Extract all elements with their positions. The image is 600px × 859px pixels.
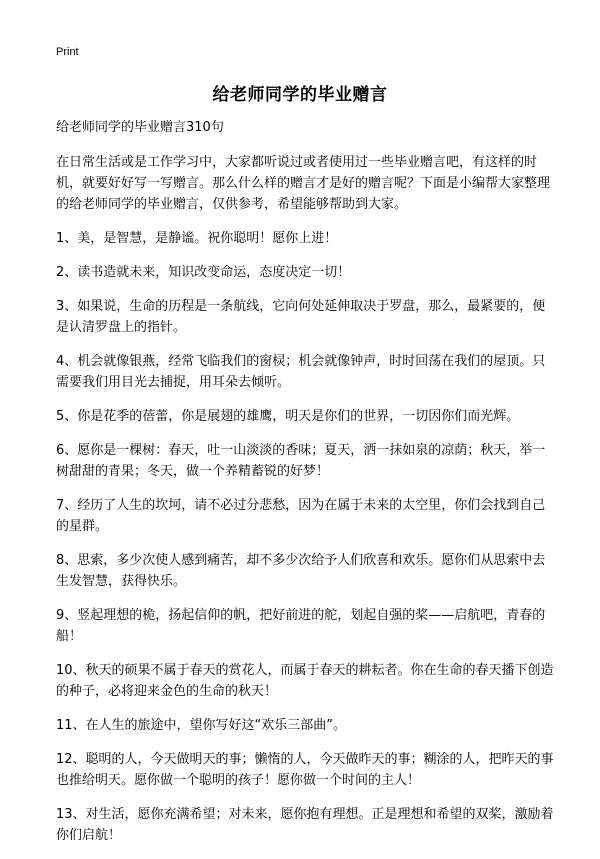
list-item: 11、在人生的旅途中，望你写好这“欢乐三部曲”。 [56, 718, 347, 733]
list-item: 8、思索，多少次使人感到痛苦，却不多少次给予人们欣喜和欢乐。愿你们从思索中去生发智慧，获得快乐。 [56, 553, 546, 589]
list-item: 5、你是花季的蓓蕾，你是展翅的雄鹰，明天是你们的世界，一切因你们而光辉。 [56, 409, 520, 424]
list-item: 7、经历了人生的坎坷，请不必过分悲愁，因为在属于未来的太空里，你们会找到自己的星群。 [56, 498, 546, 534]
list-item: 1、美，是智慧，是静谧。祝你聪明！愿你上进！ [56, 231, 338, 246]
list-item: 6、愿你是一棵树：春天，吐一山淡淡的香味；夏天，洒一抹如泉的凉荫；秋天，举一树甜甜的青果；冬天，做一个养精蓄锐的好梦！ [56, 443, 546, 479]
list-item: 3、如果说，生命的历程是一条航线，它向何处延伸取决于罗盘，那么，最紧要的，便是认清罗盘上的指针。 [56, 299, 546, 335]
list-item: 2、读书造就未来，知识改变命运，态度决定一切！ [56, 265, 351, 280]
intro-paragraph: 在日常生活或是工作学习中，大家都听说过或者使用过一些毕业赠言吧，有这样的时机，就要好好写一写赠言。那么什么样的赠言才是好的赠言呢？下面是小编帮大家整理的给老师同学的毕业赠言，仅供参考，希望能够帮助到大家。 [56, 155, 551, 212]
list-item: 4、机会就像银燕，经常飞临我们的窗棂；机会就像钟声，时时回荡在我们的屋顶。只需要我们用目光去捕捉，用耳朵去倾听。 [56, 354, 546, 390]
list-item: 12、聪明的人，今天做明天的事；懒惰的人，今天做昨天的事；糊涂的人，把昨天的事也推给明天。愿你做一个聪明的孩子！愿你做一个时间的主人！ [56, 752, 554, 788]
document-body [56, 117, 554, 859]
list-item: 9、竖起理想的桅，扬起信仰的帆，把好前进的舵，划起自强的桨——启航吧，青春的船！ [56, 608, 546, 644]
list-item: 10、秋天的硕果不属于春天的赏花人，而属于春天的耕耘者。你在生命的春天播下创造的种子，必将迎来金色的生命的秋天！ [56, 663, 554, 699]
page-title: 给老师同学的毕业赠言 [212, 85, 388, 105]
document-subtitle: 给老师同学的毕业赠言310句 [56, 120, 224, 135]
print-link[interactable]: Print [56, 46, 79, 58]
list-item: 13、对生活，愿你充满希望；对未来，愿你抱有理想。正是理想和希望的双桨，激励着你们启航！ [56, 807, 554, 843]
